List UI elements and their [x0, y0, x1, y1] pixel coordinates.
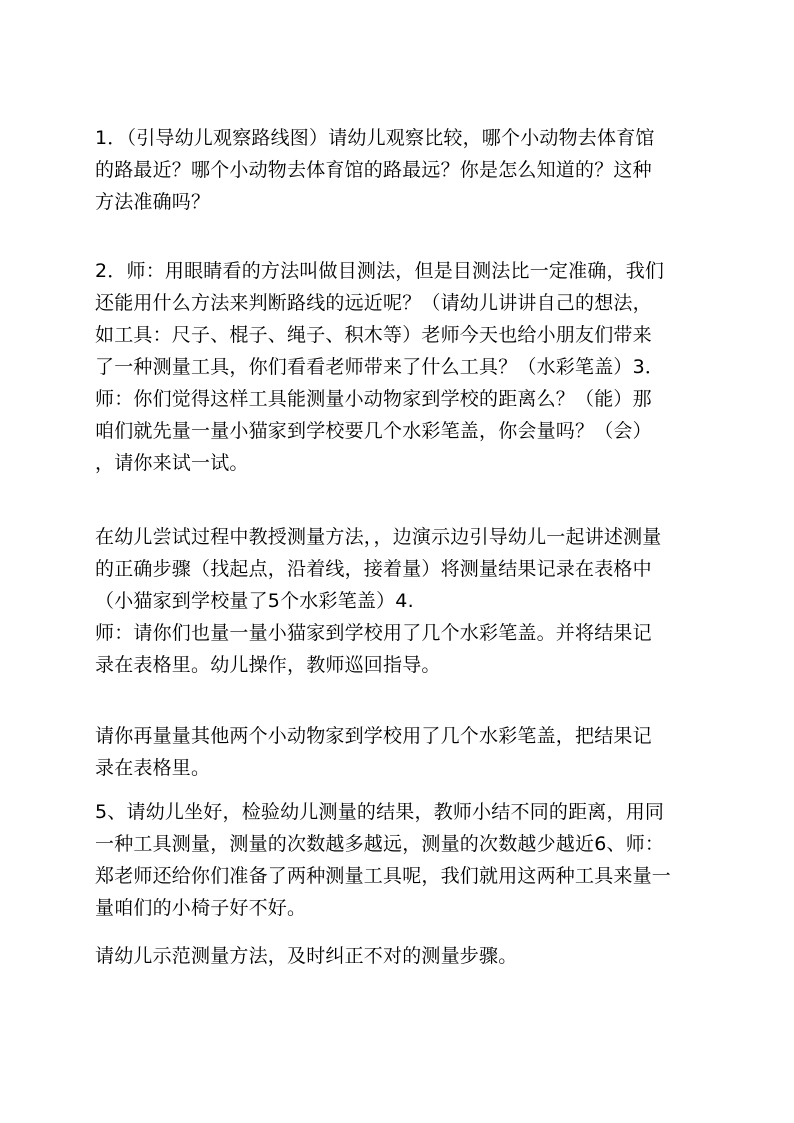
text-line: （小猫家到学校量了5个水彩笔盖）4. — [95, 590, 414, 612]
paragraph-5 — [95, 796, 705, 924]
text-line: ，请你来试一试。 — [95, 452, 249, 474]
paragraph-6 — [95, 940, 705, 972]
text-line: 5、请幼儿坐好，检验幼儿测量的结果，教师小结不同的距离，用同 — [95, 801, 665, 823]
paragraph-2 — [95, 255, 705, 479]
text-line: 量咱们的小椅子好不好。 — [95, 897, 307, 919]
paragraph-4 — [95, 720, 705, 784]
text-line: 请幼儿示范测量方法，及时纠正不对的测量步骤。 — [95, 945, 518, 967]
text-line: 录在表格里。幼儿操作，教师巡回指导。 — [95, 654, 441, 676]
text-line: 的路最近？哪个小动物去体育馆的路最远？你是怎么知道的？这种 — [95, 159, 652, 181]
text-line: 的正确步骤（找起点，沿着线，接着量）将测量结果记录在表格中 — [95, 558, 652, 580]
text-line: 方法准确吗？ — [95, 191, 211, 213]
text-line: 录在表格里。 — [95, 757, 211, 779]
text-line: 咱们就先量一量小猫家到学校要几个水彩笔盖，你会量吗？（会） — [95, 420, 652, 442]
text-line: 郑老师还给你们准备了两种测量工具呢，我们就用这两种工具来量一 — [95, 865, 672, 887]
text-line: 如工具：尺子、棍子、绳子、积木等）老师今天也给小朋友们带来 — [95, 324, 652, 346]
text-line: 了一种测量工具，你们看看老师带来了什么工具？（水彩笔盖）3． — [95, 356, 665, 378]
paragraph-3 — [95, 521, 705, 681]
paragraph-1 — [95, 122, 705, 218]
text-line: 一种工具测量，测量的次数越多越远，测量的次数越少越近6、师： — [95, 833, 665, 855]
text-line: 1．（引导幼儿观察路线图）请幼儿观察比较，哪个小动物去体育馆 — [95, 127, 655, 149]
text-line: 师：请你们也量一量小猫家到学校用了几个水彩笔盖。并将结果记 — [95, 622, 652, 644]
text-line: 师：你们觉得这样工具能测量小动物家到学校的距离么？（能）那 — [95, 388, 652, 410]
text-line: 请你再量量其他两个小动物家到学校用了几个水彩笔盖，把结果记 — [95, 725, 652, 747]
text-line: 2．师：用眼睛看的方法叫做目测法，但是目测法比一定准确，我们 — [95, 260, 665, 282]
text-line: 在幼儿尝试过程中教授测量方法，，边演示边引导幼儿一起讲述测量 — [95, 526, 662, 548]
text-line: 还能用什么方法来判断路线的远近呢？（请幼儿讲讲自己的想法， — [95, 292, 652, 314]
